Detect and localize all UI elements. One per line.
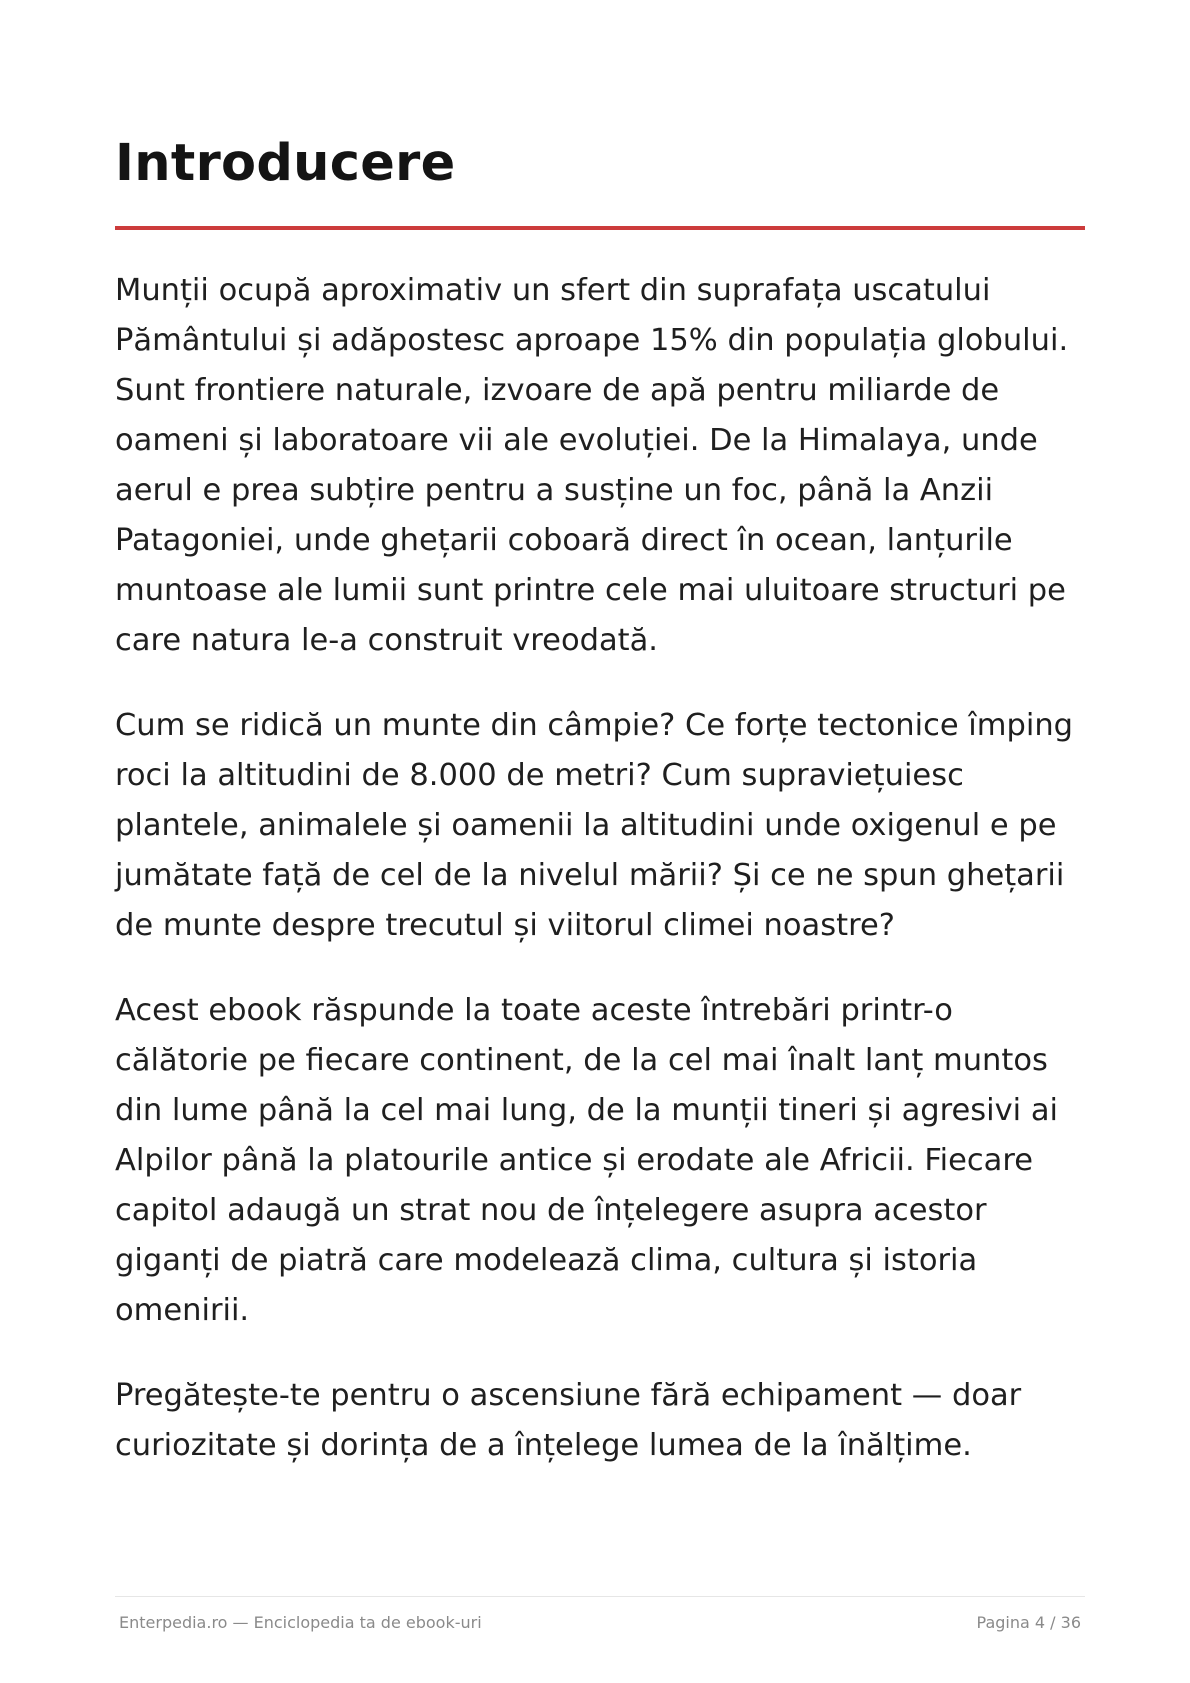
footer-site-label: Enterpedia.ro — Enciclopedia ta de ebook-uri <box>119 1613 482 1632</box>
paragraph-3: Acest ebook răspunde la toate aceste întrebări printr-o călătorie pe fiecare continent, de la cel mai înalt lanț muntos din lume până la cel mai lung, de la munții tineri și agresivi ai Alpilor până la platourile antice și erodate ale Africii. Fiecare capitol adaugă un strat nou de înțelegere asupra acestor giganți de piatră care modelează clima, cultura și istoria omenirii. <box>115 993 1058 1328</box>
body-text <box>115 266 1085 1506</box>
footer-divider <box>115 1596 1085 1597</box>
paragraph-4: Pregătește-te pentru o ascensiune fără echipament — doar curiozitate și dorința de a înțelege lumea de la înălțime. <box>115 1378 1022 1463</box>
footer-page-number: Pagina 4 / 36 <box>976 1613 1081 1632</box>
page-title: Introducere <box>115 134 456 193</box>
document-page <box>115 0 1085 1683</box>
paragraph-2: Cum se ridică un munte din câmpie? Ce forțe tectonice împing roci la altitudini de 8.000 de metri? Cum supraviețuiesc plantele, animalele și oamenii la altitudini unde oxigenul e pe jumătate față de cel de la nivelul mării? Și ce ne spun ghețarii de munte despre trecutul și viitorul climei noastre? <box>115 708 1074 943</box>
paragraph-1: Munții ocupă aproximativ un sfert din suprafața uscatului Pământului și adăpostesc aproape 15% din populația globului. Sunt frontiere naturale, izvoare de apă pentru miliarde de oameni și laboratoare vii ale evoluției. De la Himalaya, unde aerul e prea subțire pentru a susține un foc, până la Anzii Patagoniei, unde ghețarii coboară direct în ocean, lanțurile muntoase ale lumii sunt printre cele mai uluitoare structuri pe care natura le-a construit vreodată. <box>115 273 1069 658</box>
title-divider <box>115 226 1085 230</box>
